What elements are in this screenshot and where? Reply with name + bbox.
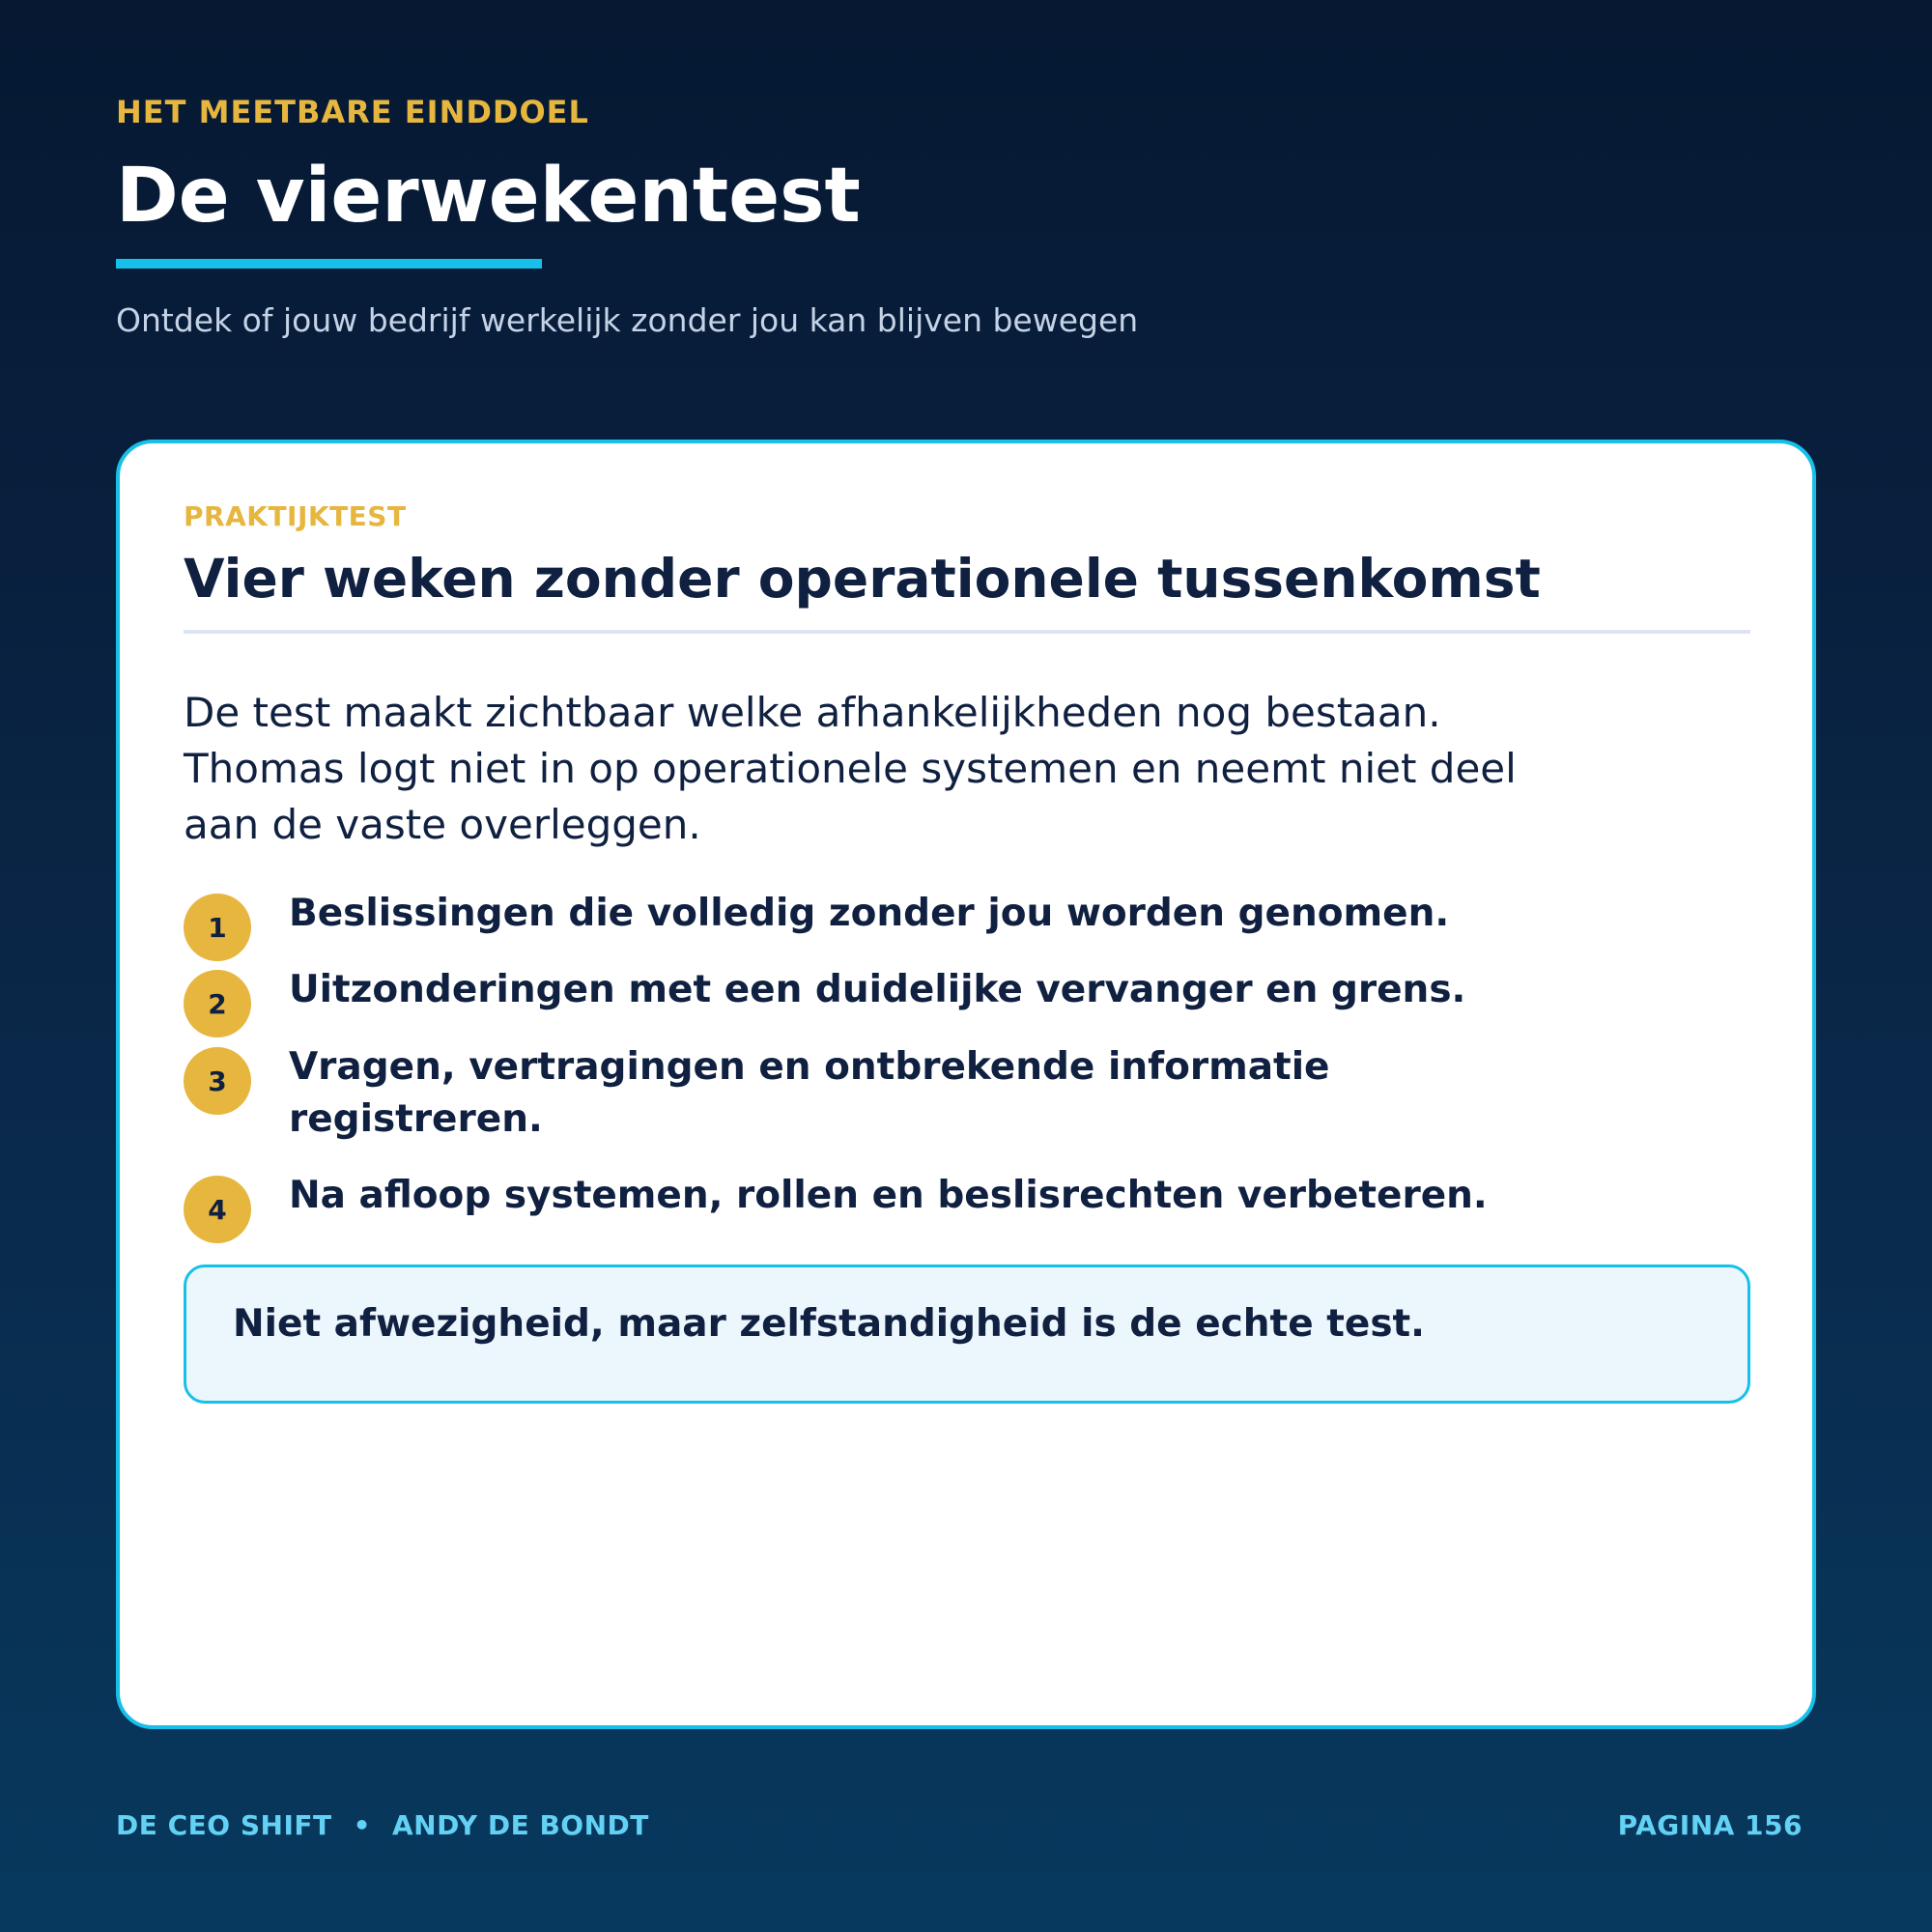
page-subtitle: Ontdek of jouw bedrijf werkelijk zonder jou kan blijven bewegen: [116, 301, 1139, 339]
step-text: Na afloop systemen, rollen en beslisrechten verbeteren.: [289, 1174, 1488, 1217]
card-title: Vier weken zonder operationele tussenkomst: [184, 548, 1541, 610]
step-number-badge: 2: [184, 970, 251, 1037]
card-intro: De test maakt zichtbaar welke afhankelijkheden nog bestaan. Thomas logt niet in op operationele systemen en neemt niet deel aan de vaste overleggen.: [184, 689, 1517, 848]
page-number: PAGINA 156: [1617, 1809, 1803, 1841]
card-kicker: PRAKTIJKTEST: [184, 500, 407, 532]
title-underline: [116, 259, 542, 269]
step-text: Uitzonderingen met een duidelijke vervanger en grens.: [289, 968, 1466, 1011]
footer-separator: •: [353, 1809, 371, 1841]
test-card: [116, 440, 1816, 1729]
page-title: De vierwekentest: [116, 153, 861, 240]
step-number-badge: 4: [184, 1176, 251, 1243]
card-divider: [184, 630, 1750, 634]
step-text: Beslissingen die volledig zonder jou worden genomen.: [289, 892, 1450, 935]
footer-author: ANDY DE BONDT: [392, 1809, 649, 1841]
key-message-callout: [184, 1264, 1750, 1404]
step-number-badge: 3: [184, 1047, 251, 1115]
footer-credits: [116, 1809, 649, 1842]
callout-text: Niet afwezigheid, maar zelfstandigheid is de echte test.: [233, 1302, 1425, 1346]
section-kicker: HET MEETBARE EINDDOEL: [116, 94, 589, 130]
step-text: Vragen, vertragingen en ontbrekende informatie registreren.: [289, 1045, 1330, 1141]
footer-book-title: DE CEO SHIFT: [116, 1809, 332, 1841]
step-number-badge: 1: [184, 894, 251, 961]
